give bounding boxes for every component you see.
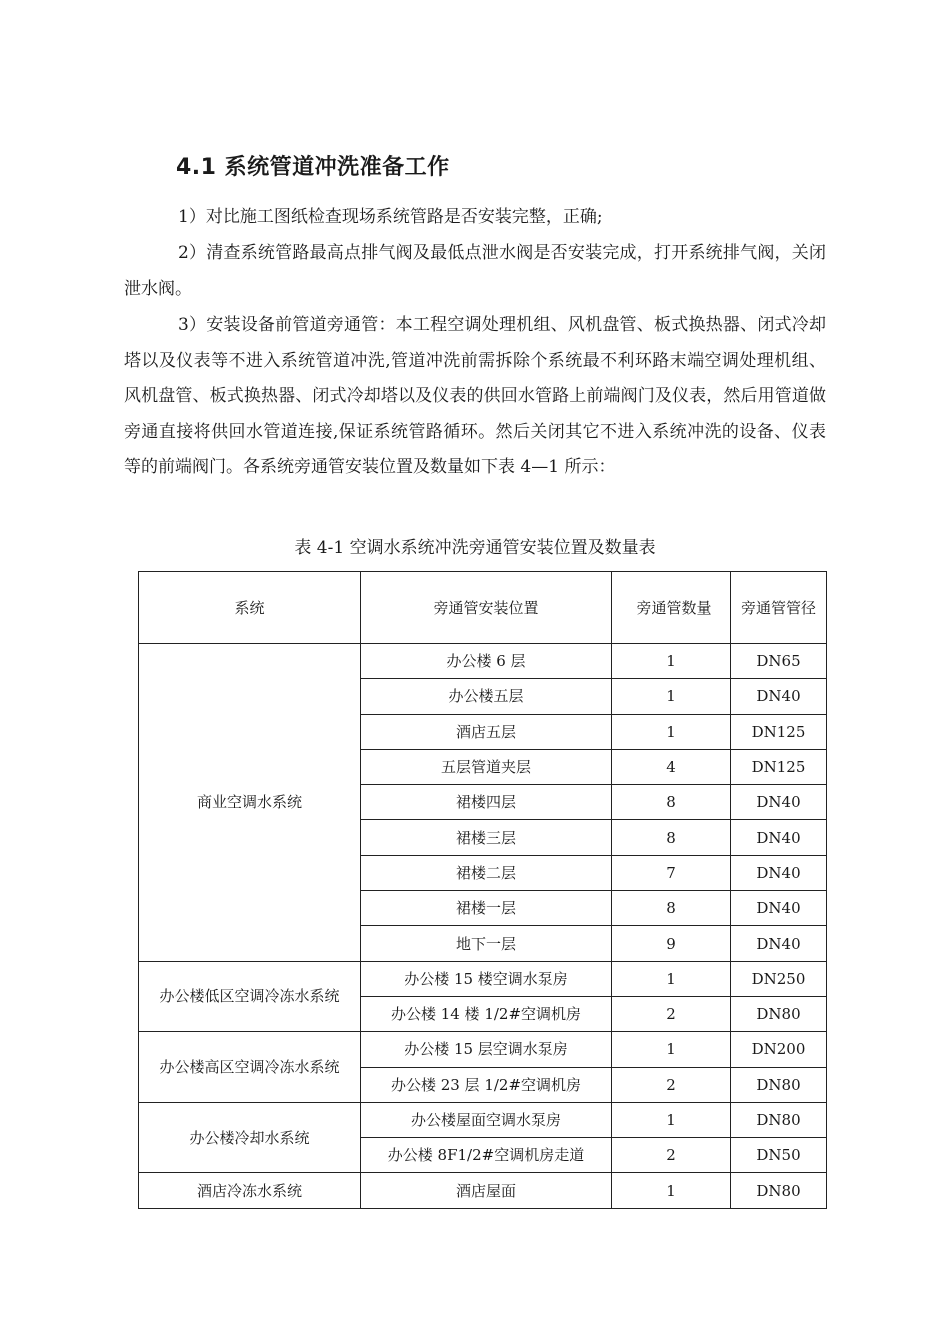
location-cell: 办公楼五层	[361, 679, 612, 714]
diameter-cell: DN80	[731, 1173, 827, 1208]
diameter-cell: DN250	[731, 961, 827, 996]
paragraph-3: 3）安装设备前管道旁通管：本工程空调处理机组、风机盘管、板式换热器、闭式冷却塔以及仪表等不进入系统管道冲洗,管道冲洗前需拆除个系统最不利环路末端空调处理机组、风机盘管、板式换热器、闭式冷却塔以及仪表的供回水管路上前端阀门及仪表，然后用管道做旁通直接将供回水管道连接,保证系统管路循环。然后关闭其它不进入系统冲洗的设备、仪表等的前端阀门。各系统旁通管安装位置及数量如下表 4—1 所示：	[124, 315, 826, 477]
table-row	[139, 961, 827, 996]
quantity-cell: 7	[612, 855, 731, 890]
quantity-cell: 8	[612, 820, 731, 855]
table-row	[139, 644, 827, 679]
location-cell: 办公楼 15 楼空调水泵房	[361, 961, 612, 996]
quantity-cell: 1	[612, 961, 731, 996]
quantity-cell: 2	[612, 996, 731, 1031]
diameter-cell: DN80	[731, 1067, 827, 1102]
table-header-row	[139, 572, 827, 644]
diameter-cell: DN125	[731, 714, 827, 749]
location-cell: 办公楼 14 楼 1/2#空调机房	[361, 996, 612, 1031]
paragraph-2: 2）清查系统管路最高点排气阀及最低点泄水阀是否安装完成，打开系统排气阀，关闭泄水阀。	[124, 243, 826, 299]
system-cell: 商业空调水系统	[139, 644, 361, 962]
quantity-cell: 1	[612, 714, 731, 749]
location-cell: 办公楼 8F1/2#空调机房走道	[361, 1138, 612, 1173]
diameter-cell: DN65	[731, 644, 827, 679]
location-cell: 办公楼屋面空调水泵房	[361, 1102, 612, 1137]
location-cell: 五层管道夹层	[361, 749, 612, 784]
diameter-cell: DN40	[731, 785, 827, 820]
table-body	[139, 644, 827, 1209]
system-cell: 办公楼低区空调冷冻水系统	[139, 961, 361, 1032]
location-cell: 办公楼 6 层	[361, 644, 612, 679]
location-cell: 酒店五层	[361, 714, 612, 749]
header-diameter: 旁通管管径	[731, 572, 827, 644]
quantity-cell: 1	[612, 1173, 731, 1208]
table-row	[139, 1032, 827, 1067]
diameter-cell: DN40	[731, 820, 827, 855]
diameter-cell: DN40	[731, 891, 827, 926]
header-quantity: 旁通管数量	[612, 572, 731, 644]
quantity-cell: 8	[612, 891, 731, 926]
location-cell: 办公楼 15 层空调水泵房	[361, 1032, 612, 1067]
paragraph-1: 1）对比施工图纸检查现场系统管路是否安装完整，正确;	[178, 207, 603, 227]
location-cell: 办公楼 23 层 1/2#空调机房	[361, 1067, 612, 1102]
diameter-cell: DN125	[731, 749, 827, 784]
location-cell: 酒店屋面	[361, 1173, 612, 1208]
header-location: 旁通管安装位置	[361, 572, 612, 644]
system-cell: 办公楼冷却水系统	[139, 1102, 361, 1173]
location-cell: 裙楼四层	[361, 785, 612, 820]
diameter-cell: DN40	[731, 926, 827, 961]
diameter-cell: DN80	[731, 996, 827, 1031]
bypass-pipe-table	[138, 571, 827, 1209]
quantity-cell: 2	[612, 1138, 731, 1173]
system-cell: 酒店冷冻水系统	[139, 1173, 361, 1208]
location-cell: 裙楼二层	[361, 855, 612, 890]
header-system: 系统	[139, 572, 361, 644]
location-cell: 地下一层	[361, 926, 612, 961]
diameter-cell: DN40	[731, 679, 827, 714]
table-row	[139, 1102, 827, 1137]
location-cell: 裙楼一层	[361, 891, 612, 926]
quantity-cell: 9	[612, 926, 731, 961]
diameter-cell: DN80	[731, 1102, 827, 1137]
location-cell: 裙楼三层	[361, 820, 612, 855]
quantity-cell: 1	[612, 1032, 731, 1067]
diameter-cell: DN50	[731, 1138, 827, 1173]
table-row	[139, 1173, 827, 1208]
quantity-cell: 2	[612, 1067, 731, 1102]
table-caption: 表 4-1 空调水系统冲洗旁通管安装位置及数量表	[294, 538, 656, 558]
quantity-cell: 1	[612, 679, 731, 714]
quantity-cell: 8	[612, 785, 731, 820]
diameter-cell: DN40	[731, 855, 827, 890]
section-heading: 4.1 系统管道冲洗准备工作	[176, 155, 450, 180]
diameter-cell: DN200	[731, 1032, 827, 1067]
quantity-cell: 1	[612, 1102, 731, 1137]
quantity-cell: 1	[612, 644, 731, 679]
system-cell: 办公楼高区空调冷冻水系统	[139, 1032, 361, 1103]
quantity-cell: 4	[612, 749, 731, 784]
